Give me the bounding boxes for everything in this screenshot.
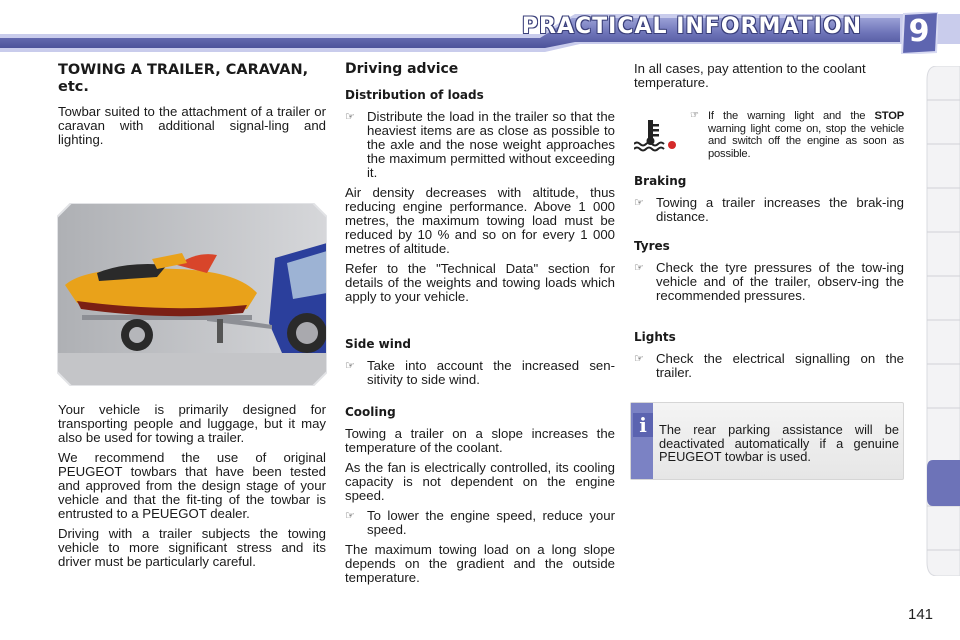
list-item: ☞ Check the electrical signalling on the trailer. [634,351,904,380]
list-item: ☞ Check the tyre pressures of the tow-ing vehicle and of the trailer, observ-ing the recommended pressures. [634,260,904,303]
tyres-section [634,239,904,309]
paragraph: Refer to the "Technical Data" section for details of the weights and towing loads which apply to your vehicle. [345,261,615,304]
paragraph: As the fan is electrically controlled, its cooling capacity is not dependent on the engine speed. [345,460,615,503]
section-heading: TOWING A TRAILER, CARAVAN, etc. [58,62,309,95]
info-text: The rear parking assistance will be deactivated automatically if a genuine PEUGEOT towbar is used. [659,422,899,464]
pointing-hand-icon: ☞ [345,510,355,522]
coolant-temperature-icon [634,118,678,152]
page-title: PRACTICAL INFORMATION [521,14,862,39]
list-item: ☞ Distribute the load in the trailer so that the heaviest items are as close as possible to the axle and the nose weight approaches the maximum permitted without exceeding it. [345,109,615,180]
trailer-photo [57,203,327,386]
stop-label: STOP [874,110,904,122]
pointing-hand-icon: ☞ [634,262,644,274]
chapter-number: 9 [908,14,930,49]
paragraph: Towing a trailer on a slope increases the temperature of the coolant. [345,426,615,455]
paragraph: Driving with a trailer subjects the towing vehicle to more significant stress and its driver must be particularly careful. [58,526,326,569]
side-wind-section [345,337,615,393]
subheading: Braking [634,174,687,188]
subheading: Cooling [345,405,396,419]
stop-warning-note: ☞ If the warning light and the STOP warning light come on, stop the vehicle and switch off the engine as soon as possible. [690,110,904,160]
right-column-intro [634,62,904,96]
paragraph: Air density decreases with altitude, thus reducing engine performance. Above 1 000 metres, the maximum towing load must be reduced by 10 % and so on for every 1 000 metres of altitude. [345,185,615,256]
pointing-hand-icon: ☞ [634,353,644,365]
list-item: ☞ To lower the engine speed, reduce your speed. [345,508,615,537]
section-heading: Driving advice [345,61,459,77]
paragraph: We recommend the use of original PEUGEOT towbars that have been tested and approved from the design stage of your vehicle and that the fit-ting of the towbar is entrusted to a PEUEGOT dealer. [58,450,326,521]
lights-section [634,330,904,386]
pointing-hand-icon: ☞ [345,111,355,123]
subheading: Tyres [634,239,670,253]
list-item: ☞ Towing a trailer increases the brak-ing distance. [634,195,904,224]
paragraph: In all cases, pay attention to the coolant temperature. [634,61,866,90]
pointing-hand-icon: ☞ [690,110,699,121]
paragraph: Your vehicle is primarily designed for transporting people and luggage, but it may also be used for towing a trailer. [58,402,326,445]
subheading: Lights [634,330,676,344]
left-column [58,62,326,153]
middle-column [345,62,615,310]
paragraph: The maximum towing load on a long slope depends on the gradient and the outside temperature. [345,542,615,585]
chapter-side-tabs [925,66,960,576]
info-box [630,402,904,480]
page-number: 141 [908,606,934,623]
list-item: ☞ Take into account the increased sen-sitivity to side wind. [345,358,615,387]
cooling-section [345,405,615,591]
intro-text: Towbar suited to the attachment of a trailer or caravan with additional signal-ling and lighting. [58,104,326,147]
pointing-hand-icon: ☞ [345,360,355,372]
braking-section [634,174,904,230]
left-column-body [58,403,326,575]
subheading: Side wind [345,337,411,351]
subheading: Distribution of loads [345,88,484,102]
pointing-hand-icon: ☞ [634,197,644,209]
info-icon: i [633,413,653,437]
